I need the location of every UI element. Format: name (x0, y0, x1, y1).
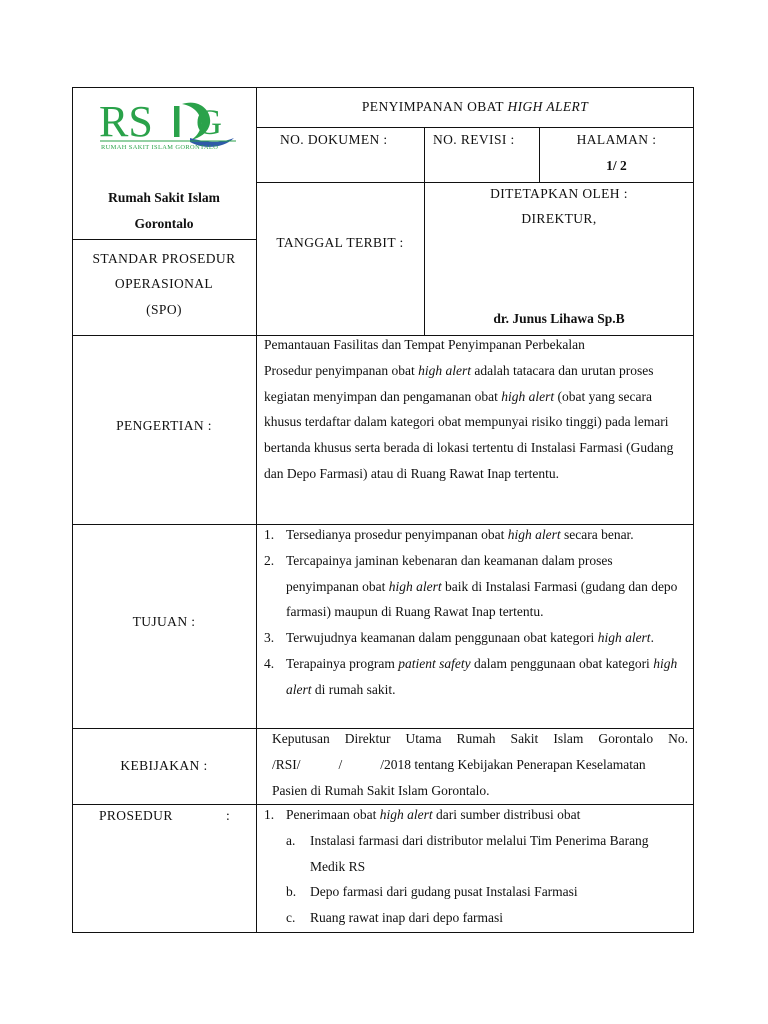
kebijakan-line2: /RSI/ / /2018 tentang Kebijakan Penerapan Keselamatan (272, 756, 646, 772)
list-item: 4. Terapainya program patient safety dalam penggunaan obat kategori high alert di rumah sakit. (264, 655, 678, 697)
prosedur-colon: : (226, 808, 230, 823)
spo-line3: (SPO) (146, 302, 182, 317)
list-item: 1. Tersedianya prosedur penyimpanan obat high alert secara benar. (264, 527, 634, 542)
logo-subtext: RUMAH SAKIT ISLAM GORONTALO (101, 144, 219, 151)
pengertian-line1: Pemantauan Fasilitas dan Tempat Penyimpanan Perbekalan (264, 337, 585, 352)
no-revisi-label: NO. REVISI : (433, 132, 515, 147)
hospital-name-line2: Gorontalo (134, 216, 194, 231)
kebijakan-line1: Keputusan Direktur Utama Rumah Sakit Islam Gorontalo No. (272, 731, 688, 746)
pengertian-label: PENGERTIAN : (116, 418, 212, 433)
halaman-value: 1/ 2 (606, 158, 627, 173)
spo-line1: STANDAR PROSEDUR (92, 251, 236, 266)
ditetapkan-label: DITETAPKAN OLEH : (490, 186, 628, 201)
spo-line2: OPERASIONAL (114, 276, 214, 291)
list-item: 3. Terwujudnya keamanan dalam penggunaan obat kategori high alert. (264, 630, 654, 646)
pengertian-content (264, 332, 688, 487)
kebijakan-content (272, 726, 688, 803)
kebijakan-label: KEBIJAKAN : (120, 758, 208, 773)
list-item: a. Instalasi farmasi dari distributor melalui Tim Penerima Barang Medik RS (286, 832, 649, 874)
hospital-name-line1: Rumah Sakit Islam (108, 190, 220, 205)
logo-letter-g: G (196, 102, 222, 142)
hospital-logo (96, 96, 240, 156)
direktur-label: DIREKTUR, (521, 211, 597, 226)
prosedur-list (264, 802, 684, 931)
divider-doc-revisi (424, 127, 425, 335)
document-title: PENYIMPANAN OBAT HIGH ALERT (361, 99, 589, 114)
prosedur-label: PROSEDUR (99, 808, 173, 823)
tanggal-terbit-label: TANGGAL TERBIT : (276, 235, 404, 250)
divider-main-vertical (256, 87, 257, 933)
list-item: b. Depo farmasi dari gudang pusat Instalasi Farmasi (286, 884, 578, 900)
kebijakan-line3: Pasien di Rumah Sakit Islam Gorontalo. (272, 782, 490, 798)
list-item: 2. Tercapainya jaminan kebenaran dan keamanan dalam proses penyimpanan obat high alert baik di Instalasi Farmasi (gudang dan depo farmasi) maupun di Ruang Rawat Inap tertentu. (264, 552, 678, 620)
tujuan-label: TUJUAN : (132, 614, 196, 629)
signatory-name: dr. Junus Lihawa Sp.B (493, 311, 625, 326)
divider-hospital-spo (72, 239, 256, 240)
tujuan-list (264, 522, 684, 703)
pengertian-paragraph: Prosedur penyimpanan obat high alert adalah tatacara dan urutan proses kegiatan menyimpan dan pengamanan obat high alert (obat yang secara khusus terdaftar dalam kategori obat mempunyai risiko tinggi) pada lemari bertanda khusus serta berada di lokasi tertentu di Instalasi Farmasi (Gudang dan Depo Farmasi) atau di Ruang Rawat Inap tertentu. (264, 362, 674, 481)
no-dokumen-label: NO. DOKUMEN : (280, 132, 388, 147)
list-item: 1. Penerimaan obat high alert dari sumber distribusi obat (264, 807, 581, 822)
logo-letters-rs: RS (99, 97, 153, 146)
list-item: c. Ruang rawat inap dari depo farmasi (286, 910, 504, 926)
halaman-label: HALAMAN : (576, 132, 657, 147)
